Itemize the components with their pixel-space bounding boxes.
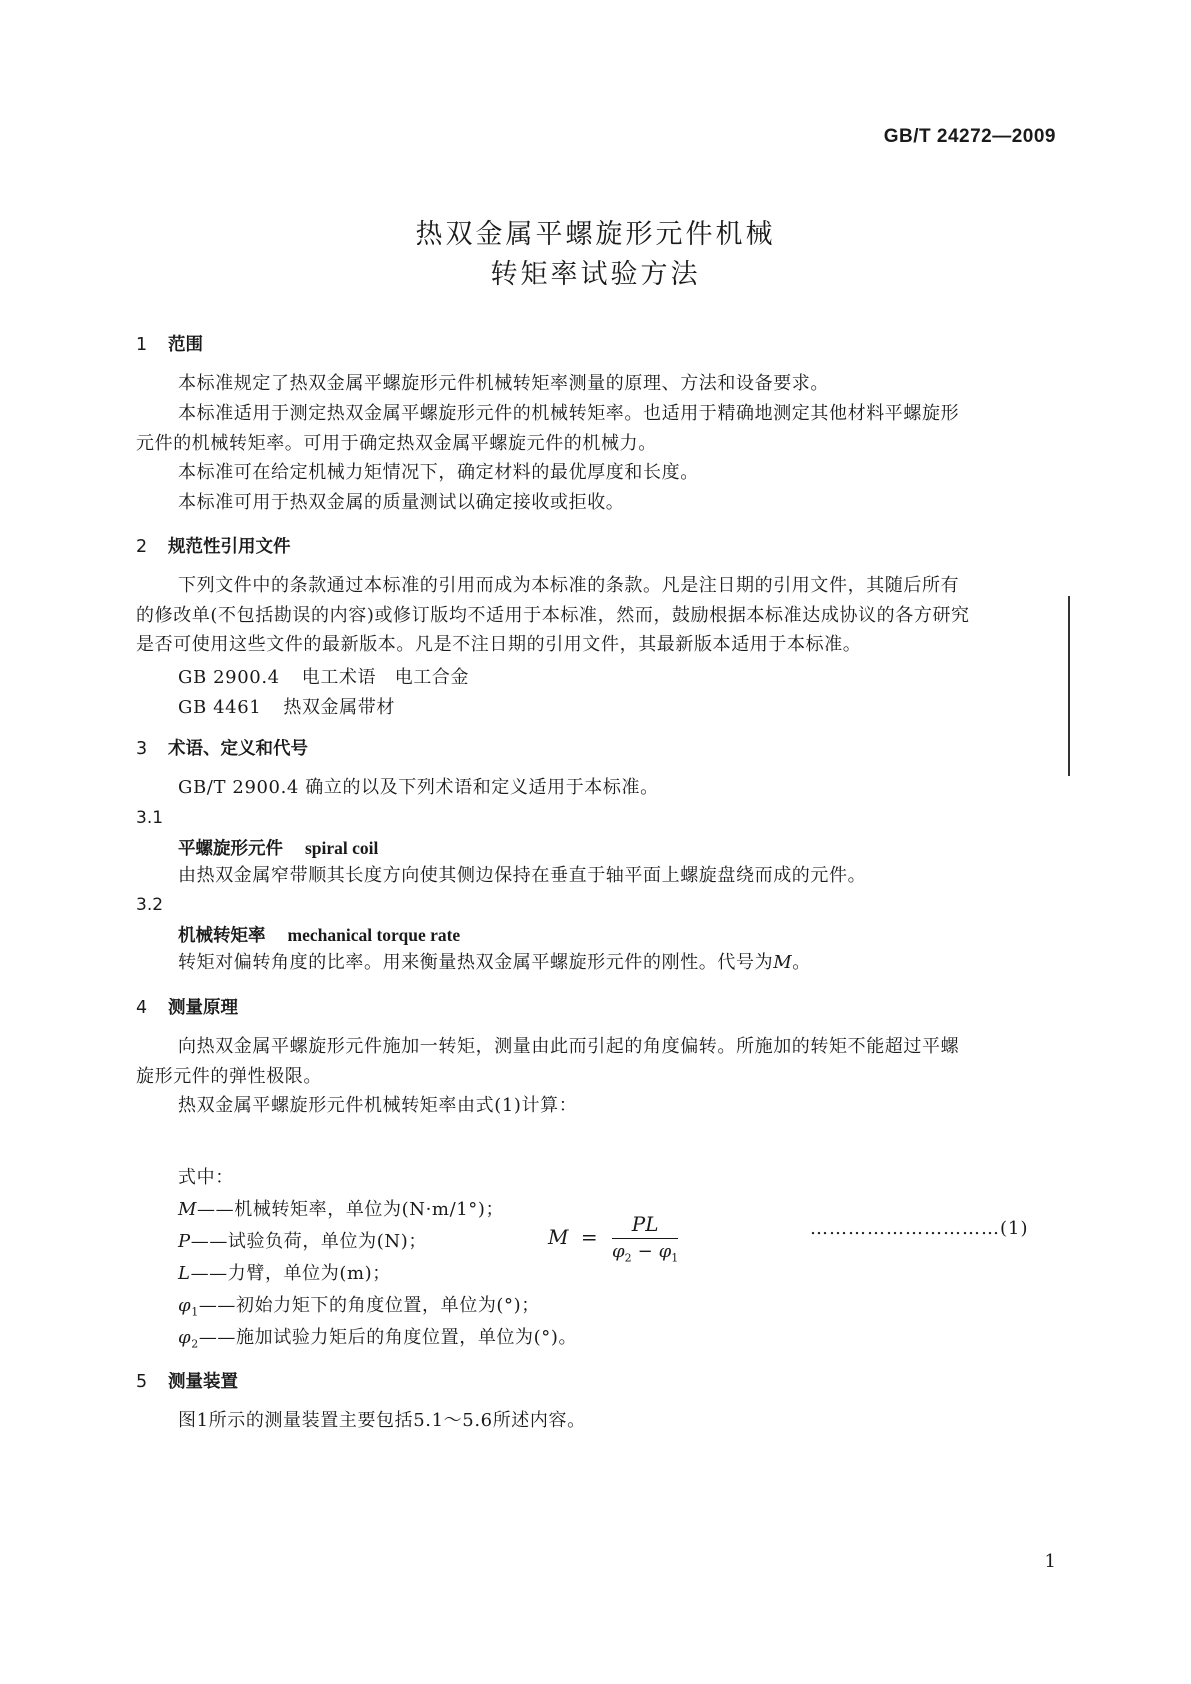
- section-4-heading: [136, 994, 238, 1019]
- change-bar: [1068, 596, 1070, 776]
- symbol-M: M: [773, 952, 793, 973]
- formula-numerator: PL: [612, 1212, 678, 1239]
- section-1-heading: [136, 331, 203, 356]
- paragraph: 下列文件中的条款通过本标准的引用而成为本标准的条款。凡是注日期的引用文件，其随后所有: [178, 575, 960, 596]
- where-label: 式中：: [178, 1167, 234, 1188]
- term-entry: [178, 922, 460, 947]
- term-entry: [178, 835, 378, 860]
- formula-lhs: M: [548, 1224, 569, 1249]
- formula-denominator: $\varphi_2 - \varphi_1$: [611, 1241, 679, 1265]
- paragraph: 本标准规定了热双金属平螺旋形元件机械转矩率测量的原理、方法和设备要求。: [178, 373, 829, 394]
- equation-number: …………………………(1): [810, 1218, 1029, 1239]
- paragraph: 图1所示的测量装置主要包括5.1～5.6所述内容。: [178, 1410, 586, 1431]
- reference-title: 热双金属带材: [283, 697, 395, 718]
- formula-equals: =: [580, 1224, 598, 1249]
- term-english: mechanical torque rate: [287, 925, 461, 945]
- paragraph: GB/T 2900.4 确立的以及下列术语和定义适用于本标准。: [178, 777, 659, 798]
- section-title: 规范性引用文件: [168, 537, 291, 557]
- section-title: 测量原理: [168, 998, 238, 1018]
- section-title: 术语、定义和代号: [168, 739, 308, 759]
- term-definition: 由热双金属窄带顺其长度方向使其侧边保持在垂直于轴平面上螺旋盘绕而成的元件。: [178, 865, 867, 886]
- paragraph: 本标准适用于测定热双金属平螺旋形元件的机械转矩率。也适用于精确地测定其他材料平螺旋形: [178, 403, 960, 424]
- paragraph: 热双金属平螺旋形元件机械转矩率由式(1)计算：: [178, 1095, 578, 1116]
- paragraph: 本标准可用于热双金属的质量测试以确定接收或拒收。: [178, 492, 625, 513]
- clause-number: 3.2: [136, 895, 164, 915]
- term-definition: 转矩对偏转角度的比率。用来衡量热双金属平螺旋形元件的刚性。代号为M。: [178, 952, 811, 973]
- section-title: 范围: [168, 335, 203, 355]
- section-5-heading: [136, 1368, 238, 1393]
- paragraph: 本标准可在给定机械力矩情况下，确定材料的最优厚度和长度。: [178, 462, 699, 483]
- paragraph-continuation: 的修改单(不包括勘误的内容)或修订版均不适用于本标准，然而，鼓励根据本标准达成协议的各方研究: [136, 605, 970, 626]
- term-chinese: 平螺旋形元件: [178, 839, 283, 859]
- paragraph-continuation: 元件的机械转矩率。可用于确定热双金属平螺旋元件的机械力。: [136, 433, 657, 454]
- section-number: 3: [136, 739, 148, 759]
- section-number: 1: [136, 335, 148, 355]
- paragraph-continuation: 是否可使用这些文件的最新版本。凡是不注日期的引用文件，其最新版本适用于本标准。: [136, 634, 862, 655]
- reference-title: 电工术语 电工合金: [301, 667, 470, 688]
- title-line-2: 转矩率试验方法: [490, 259, 701, 290]
- variable-definition: P——试验负荷，单位为(N)；: [178, 1231, 427, 1252]
- formula-fraction: [612, 1212, 678, 1265]
- section-number: 2: [136, 537, 148, 557]
- reference-item: [178, 693, 395, 719]
- variable-definition: M——机械转矩率，单位为(N·m/1°)；: [178, 1199, 505, 1220]
- reference-code: GB 2900.4: [178, 667, 280, 688]
- section-3-heading: [136, 735, 308, 760]
- variable-definition: $\varphi_1——$初始力矩下的角度位置，单位为(°)；: [178, 1295, 540, 1319]
- section-2-heading: [136, 533, 291, 558]
- variable-definition: L——力臂，单位为(m)；: [178, 1263, 391, 1284]
- term-english: spiral coil: [305, 838, 379, 858]
- paragraph-continuation: 旋形元件的弹性极限。: [136, 1066, 322, 1087]
- paragraph: 向热双金属平螺旋形元件施加一转矩，测量由此而引起的角度偏转。所施加的转矩不能超过平螺: [178, 1036, 960, 1057]
- standard-number: GB/T 24272—2009: [883, 126, 1056, 147]
- page-number: 1: [1044, 1551, 1056, 1572]
- reference-code: GB 4461: [178, 697, 262, 718]
- section-number: 5: [136, 1372, 148, 1392]
- clause-number: 3.1: [136, 808, 164, 828]
- term-chinese: 机械转矩率: [178, 926, 266, 946]
- formula-1: [548, 1212, 678, 1265]
- section-number: 4: [136, 998, 148, 1018]
- title-line-1: 热双金属平螺旋形元件机械: [415, 219, 776, 250]
- section-title: 测量装置: [168, 1372, 238, 1392]
- variable-definition: $\varphi_2——$施加试验力矩后的角度位置，单位为(°)。: [178, 1327, 578, 1351]
- reference-item: [178, 663, 469, 689]
